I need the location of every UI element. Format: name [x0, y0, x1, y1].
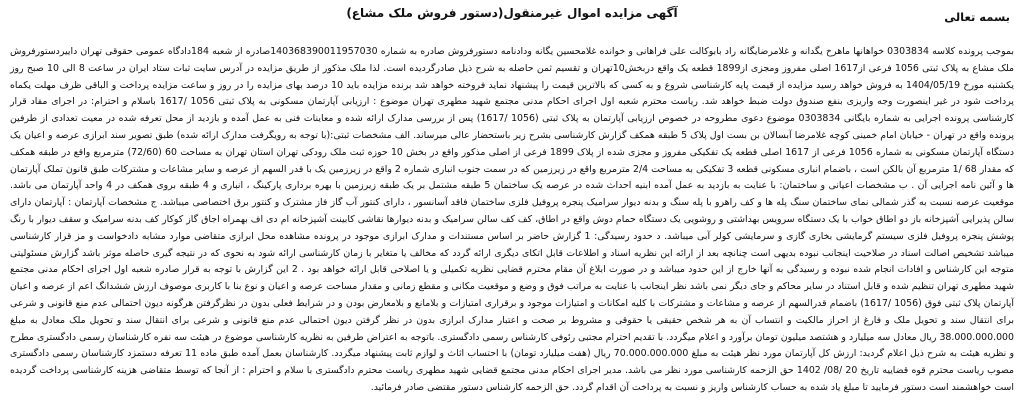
notice-title: آگهی مزایده اموال غیرمنقول(دستور فروش ملک مشاع) [346, 6, 678, 20]
basmala-heading: بسمه تعالی [944, 10, 1010, 24]
header-row [10, 4, 1014, 32]
notice-body: بموجب پرونده کلاسه 0303834 خواهانها ماهرخ یگدانه و غلامرضایگانه راد بابوکالت علی فراهانی و خوانده غلامحسین یگانه ودادنامه دستورفروش صادره به شماره 140368390011957030صادره از شعبه 184دادگاه عمومی حقوقی تهران داییردستورفروش ملک مشاع به پلاک ثبتی 1056 فرعی از1617 اصلی مفروز ومجزی از1899 قطعه یک واقع دربخش10تهران و تقسیم ثمن حاصله به شرح ذیل صادرگردیده است. لذا ملک مذکور از طریق مزایده در آدرس سایت ثبات ستاد ایران در ساعت 8 الی 10 صبح روز یکشنبه مورخ 1404/05/19 به فروش خواهد رسید مزایده از قیمت پایه کارشناسی شروع و به کسی که بالاترین قیمت را پیشنهاد نماید فروخته خواهد شد برنده مزایده باید 10 درصد بهای مزایده را در روز و ساعت مزایده پرداخت و الباقی ظرف مهلت یکماه پرداخت شود در غیر اینصورت وجه واریزی بنفع صندوق دولت ضبط خواهد شد. ریاست محترم شعبه اول اجرای احکام مدنی مجتمع شهید مطهری تهران موضوع : ارزیابی آپارتمان مسکونی به پلاک ثبتی 1056 /1617 باسلام و احترام: در اجرای مفاد قرار کارشناسی پرونده اجرایی به شماره بایگانی 0303834 موضوع دعوی مطروحه در خصوص ارزیابی آپارتمان به پلاک ثبتی (1056 /1617) پس از بررسی مدارک ارائه شده و معاینات فنی به عمل آمده و بازدید از محل تعرفه شده در معیت تعدادی از طرفین پرونده واقع در تهران - خیابان امام خمینی کوچه غلامرضا آبسالان بن بست اول پلاک 5 طبقه همکف گزارش کارشناسی بشرح زیر باستحضار عالی میرساند. الف مشخصات ثبتی:(با توجه به رویگرفت مدارک ارائه شده) طبق تصویر سند ابرازی عرصه و اعیان یک دستگاه آپارتمان مسکونی به شماره 1056 فرعی از 1617 اصلی قطعه یک تفکیکی مفروز و مجزی شده از پلاک 1899 فرعی از اصلی مذکور واقع در بخش 10 حوزه ثبت ملک رودکی تهران استان تهران به مساحت 60 (72/60) مترمربع واقع در طبقه همکف که مقدار 68 /1 مترمربع آن بالکن است ، باضمام انباری مسکونی قطعه 3 تفکیکی به مساحت 2/4 مترمربع واقع در زیرزمین که در سمت جنوب انباری شماره 2 واقع در زیرزمین یک با قدر السهم از عرصه و سایر مشاعات و مشترکات طبق قانون تملک آپارتمان ها و آئین نامه اجرایی آن . ب مشخصات اعیانی و ساختمان: با عنایت به بازدید به عمل آمده ابنیه احداث شده در عرصه یک ساختمان 5 طبقه مشتمل بر یک طبقه زیرزمین با بهره برداری پارکینگ ، انباری و 4 طبقه بروی همکف در 4 واحد آپارتمان می باشد. موقعیت عرصه نسبت به گذر شمالی نمای ساختمان سنگ پله ها و کف راهرو با پله سنگ و بدنه دیوار سرامیک پنجره پروفیل فلزی ساختمان فاقد آسانسور ، دارای کنتور آب گاز فاز مشترک و کنتور برق اختصاصی میباشد. ج مشخصات آپارتمان : آپارتمان دارای سالن پذیرایی آشپزخانه باز دو اطاق خواب با یک دستگاه سرویس بهداشتی و روشویی یک دستگاه حمام دوش واقع در اطاق، کف کف سالن سرامیک و بدنه دیوارها نقاشی کابینت آشپزخانه ام دی اف بهمراه اجاق گاز کوکار کف بدنه سرامیک و سقف دیوار با رنگ پوشش پنجره پروفیل فلزی سیستم گرمایشی بخاری گازی و سرمایشی کولر آبی میباشد. د حدود رسیدگی: 1 گزارش حاضر بر اساس مستندات و مدارک ابرازی موجود در پرونده مشاهده محل ابرازی متقاضی موارد مشابه دادخواست و مز قرار کارشناسی میباشد تشخیص اصالت اسناد در صلاحیت اینجانب نبوده بدیهی است چنانچه بعد از ارائه این نظریه اسناد و اطلاعات قابل اتکای دیگری ارائه گردد که مخالف یا متغایر با زمان کارشناسی ارائه شود به نحوی که در نتیجه گیری حاصله موثر باشد گزارش مسئولیتی متوجه این کارشناس و افادات انجام شده نبوده و رسیدگی به آنها خارج از این حدود میباشد و در صورت ابلاغ آن مقام محترم قضایی نظریه تکمیلی و یا اصلاحی قابل ارائه خواهد بود . 2 این گزارش با توجه به قرار صادره شعبه اول اجرای احکام مدنی مجتمع شهید مطهری تهران تنظیم شده و قابل استناد در سایر محاکم و جای دیگر نمی باشد نظر اینجانب با عنایت به مراتب فوق و وضع و موقعیت مکانی و مقطع زمانی و مقدار مساحت عرصه و اعیان و نوع بنا با کاربری موصوف ارزش ششدانگ اعم از عرصه و اعیان آپارتمان پلاک ثبتی فوق (1056 /1617) باضمام قدرالسهم از عرصه و مشاعات و مشترکات با کلیه امکانات و امتیازات موجود و برقراری امتیازات و بلامانع و بلامعارض بودن و در شرایط فعلی بدون در نظرگرفتن هرگونه دیون احتمالی عدم منع قانونی و شرعی برای انتقال سند و تحویل ملک و فارغ از احراز مالکیت و انتساب آن به هر شخص حقیقی یا حقوقی و مشروط بر صحت و اعتبار مدارک ابرازی بدون در نظر گرفتن دیون احتمالی عدم منع قانونی و شرعی برای انتقال سند و تحویل ملک معادل به مبلغ 38.000.000.000 ریال معادل سه میلیارد و هشتصد میلیون تومان برآورد و اعلام میگردد. با تقدیم احترام مجتبی رئوفی کارشناس رسمی دادگستری. باتوجه به اعتراض طرفین به نظریه کارشناسی موضوع در هیئت سه نفره کارشناسان رسمی دادگستری مطرح و نظریه هیئت به شرح ذیل اعلام گردید: ارزش کل آپارتمان مورد نظر هیئت به مبلغ 70.000.000.000 ریال (هفت میلیارد تومان) با احتساب اثاث و لوازم ثابت پیشنهاد میگردد. کارشناسان بعمل آمده طبق ماده 11 تعرفه دستمزد کارشناسان رسمی دادگستری مصوب ریاست محترم قوه قضاییه تاریخ 20 /08/ 1402 حق الزحمه کارشناسی مورد نظر می باشد. مدیر اجرای احکام مدنی مجتمع قضایی شهید مطهری ریاست محترم دادگستری با سلام و احترام : از آنجا که توسط متقاضی هزینه کارشناسی پرداخت گردیده است خواهشمند است دستور فرمایید تا مبلغ یاد شده به حساب کارشناس واریز و نسبت به پرداخت آن اقدام گردد. حق الزحمه کارشناس دستور مقتضی صادر فرمائید. [10, 46, 1015, 393]
